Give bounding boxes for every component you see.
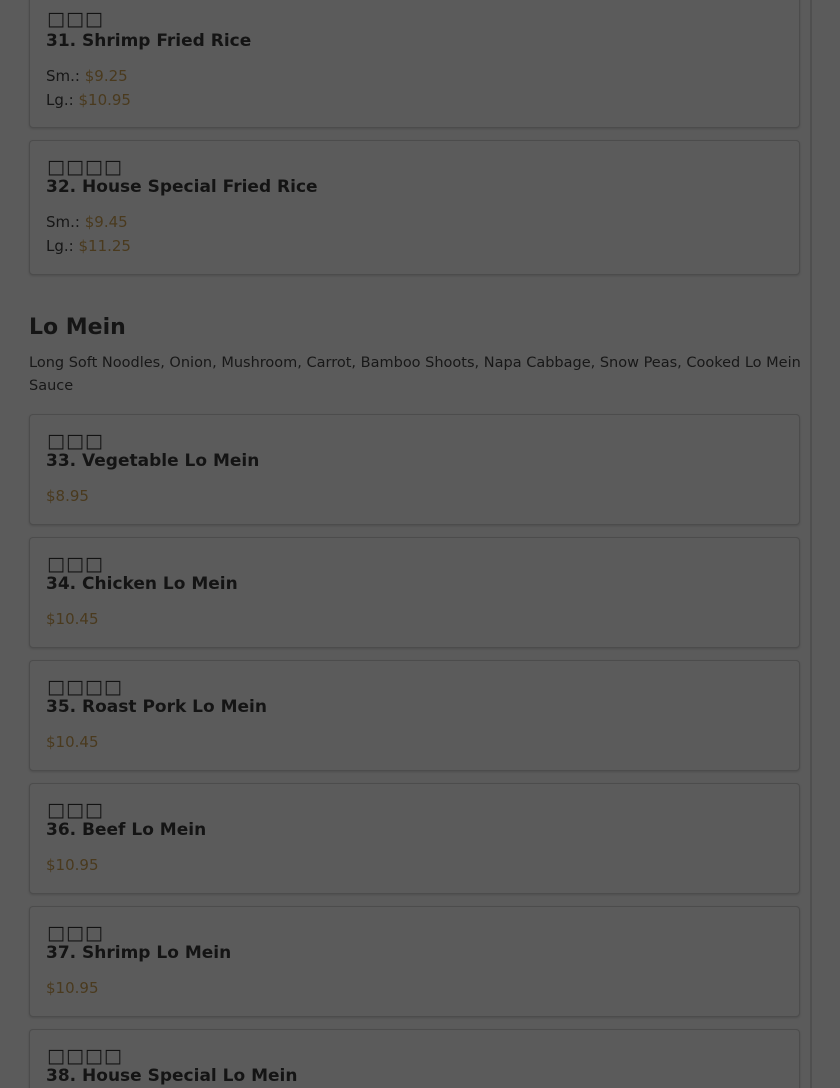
item-price: $10.45 [46,733,99,751]
item-name: 32. House Special Fried Rice [46,177,318,197]
page-right-border [810,0,812,1088]
menu-item-card[interactable] [29,660,800,771]
item-name: 35. Roast Pork Lo Mein [46,697,267,717]
item-price: $10.95 [46,979,99,997]
small-price-row [46,66,128,86]
menu-item-card[interactable] [29,0,800,128]
item-price: $10.45 [46,610,99,628]
large-price: $10.95 [78,91,131,109]
item-name: 34. Chicken Lo Mein [46,574,238,594]
price-row [46,978,99,998]
menu-item-card[interactable] [29,906,800,1017]
item-name: 33. Vegetable Lo Mein [46,451,260,471]
item-chinese-name: □□□ [47,553,104,575]
item-name: 37. Shrimp Lo Mein [46,943,232,963]
small-size-label: Sm.: [46,67,80,85]
item-price: $8.95 [46,487,89,505]
small-price: $9.25 [84,67,128,85]
small-price: $9.45 [84,213,128,231]
item-chinese-name: □□□□ [47,676,123,698]
item-name: 31. Shrimp Fried Rice [46,31,252,51]
price-row [46,609,99,629]
price-row [46,855,99,875]
item-price: $10.95 [46,856,99,874]
item-chinese-name: □□□□ [47,156,123,178]
menu-item-card[interactable] [29,140,800,275]
section-description: Long Soft Noodles, Onion, Mushroom, Carrot, Bamboo Shoots, Napa Cabbage, Snow Peas, Cooked Lo Mein Sauce [29,355,801,394]
small-size-label: Sm.: [46,213,80,231]
large-size-label: Lg.: [46,91,74,109]
large-price-row [46,236,131,256]
item-chinese-name: □□□ [47,799,104,821]
item-chinese-name: □□□ [47,430,104,452]
menu-item-card[interactable] [29,414,800,525]
large-price: $11.25 [78,237,131,255]
price-row [46,486,89,506]
item-chinese-name: □□□□ [47,1045,123,1067]
item-name: 38. House Special Lo Mein [46,1066,298,1086]
section-title: Lo Mein [29,315,126,340]
item-name: 36. Beef Lo Mein [46,820,207,840]
price-row [46,732,99,752]
menu-item-card[interactable] [29,783,800,894]
large-price-row [46,90,131,110]
small-price-row [46,212,128,232]
item-chinese-name: □□□ [47,922,104,944]
item-chinese-name: □□□ [47,8,104,30]
large-size-label: Lg.: [46,237,74,255]
menu-item-card[interactable] [29,1029,800,1088]
menu-item-card[interactable] [29,537,800,648]
